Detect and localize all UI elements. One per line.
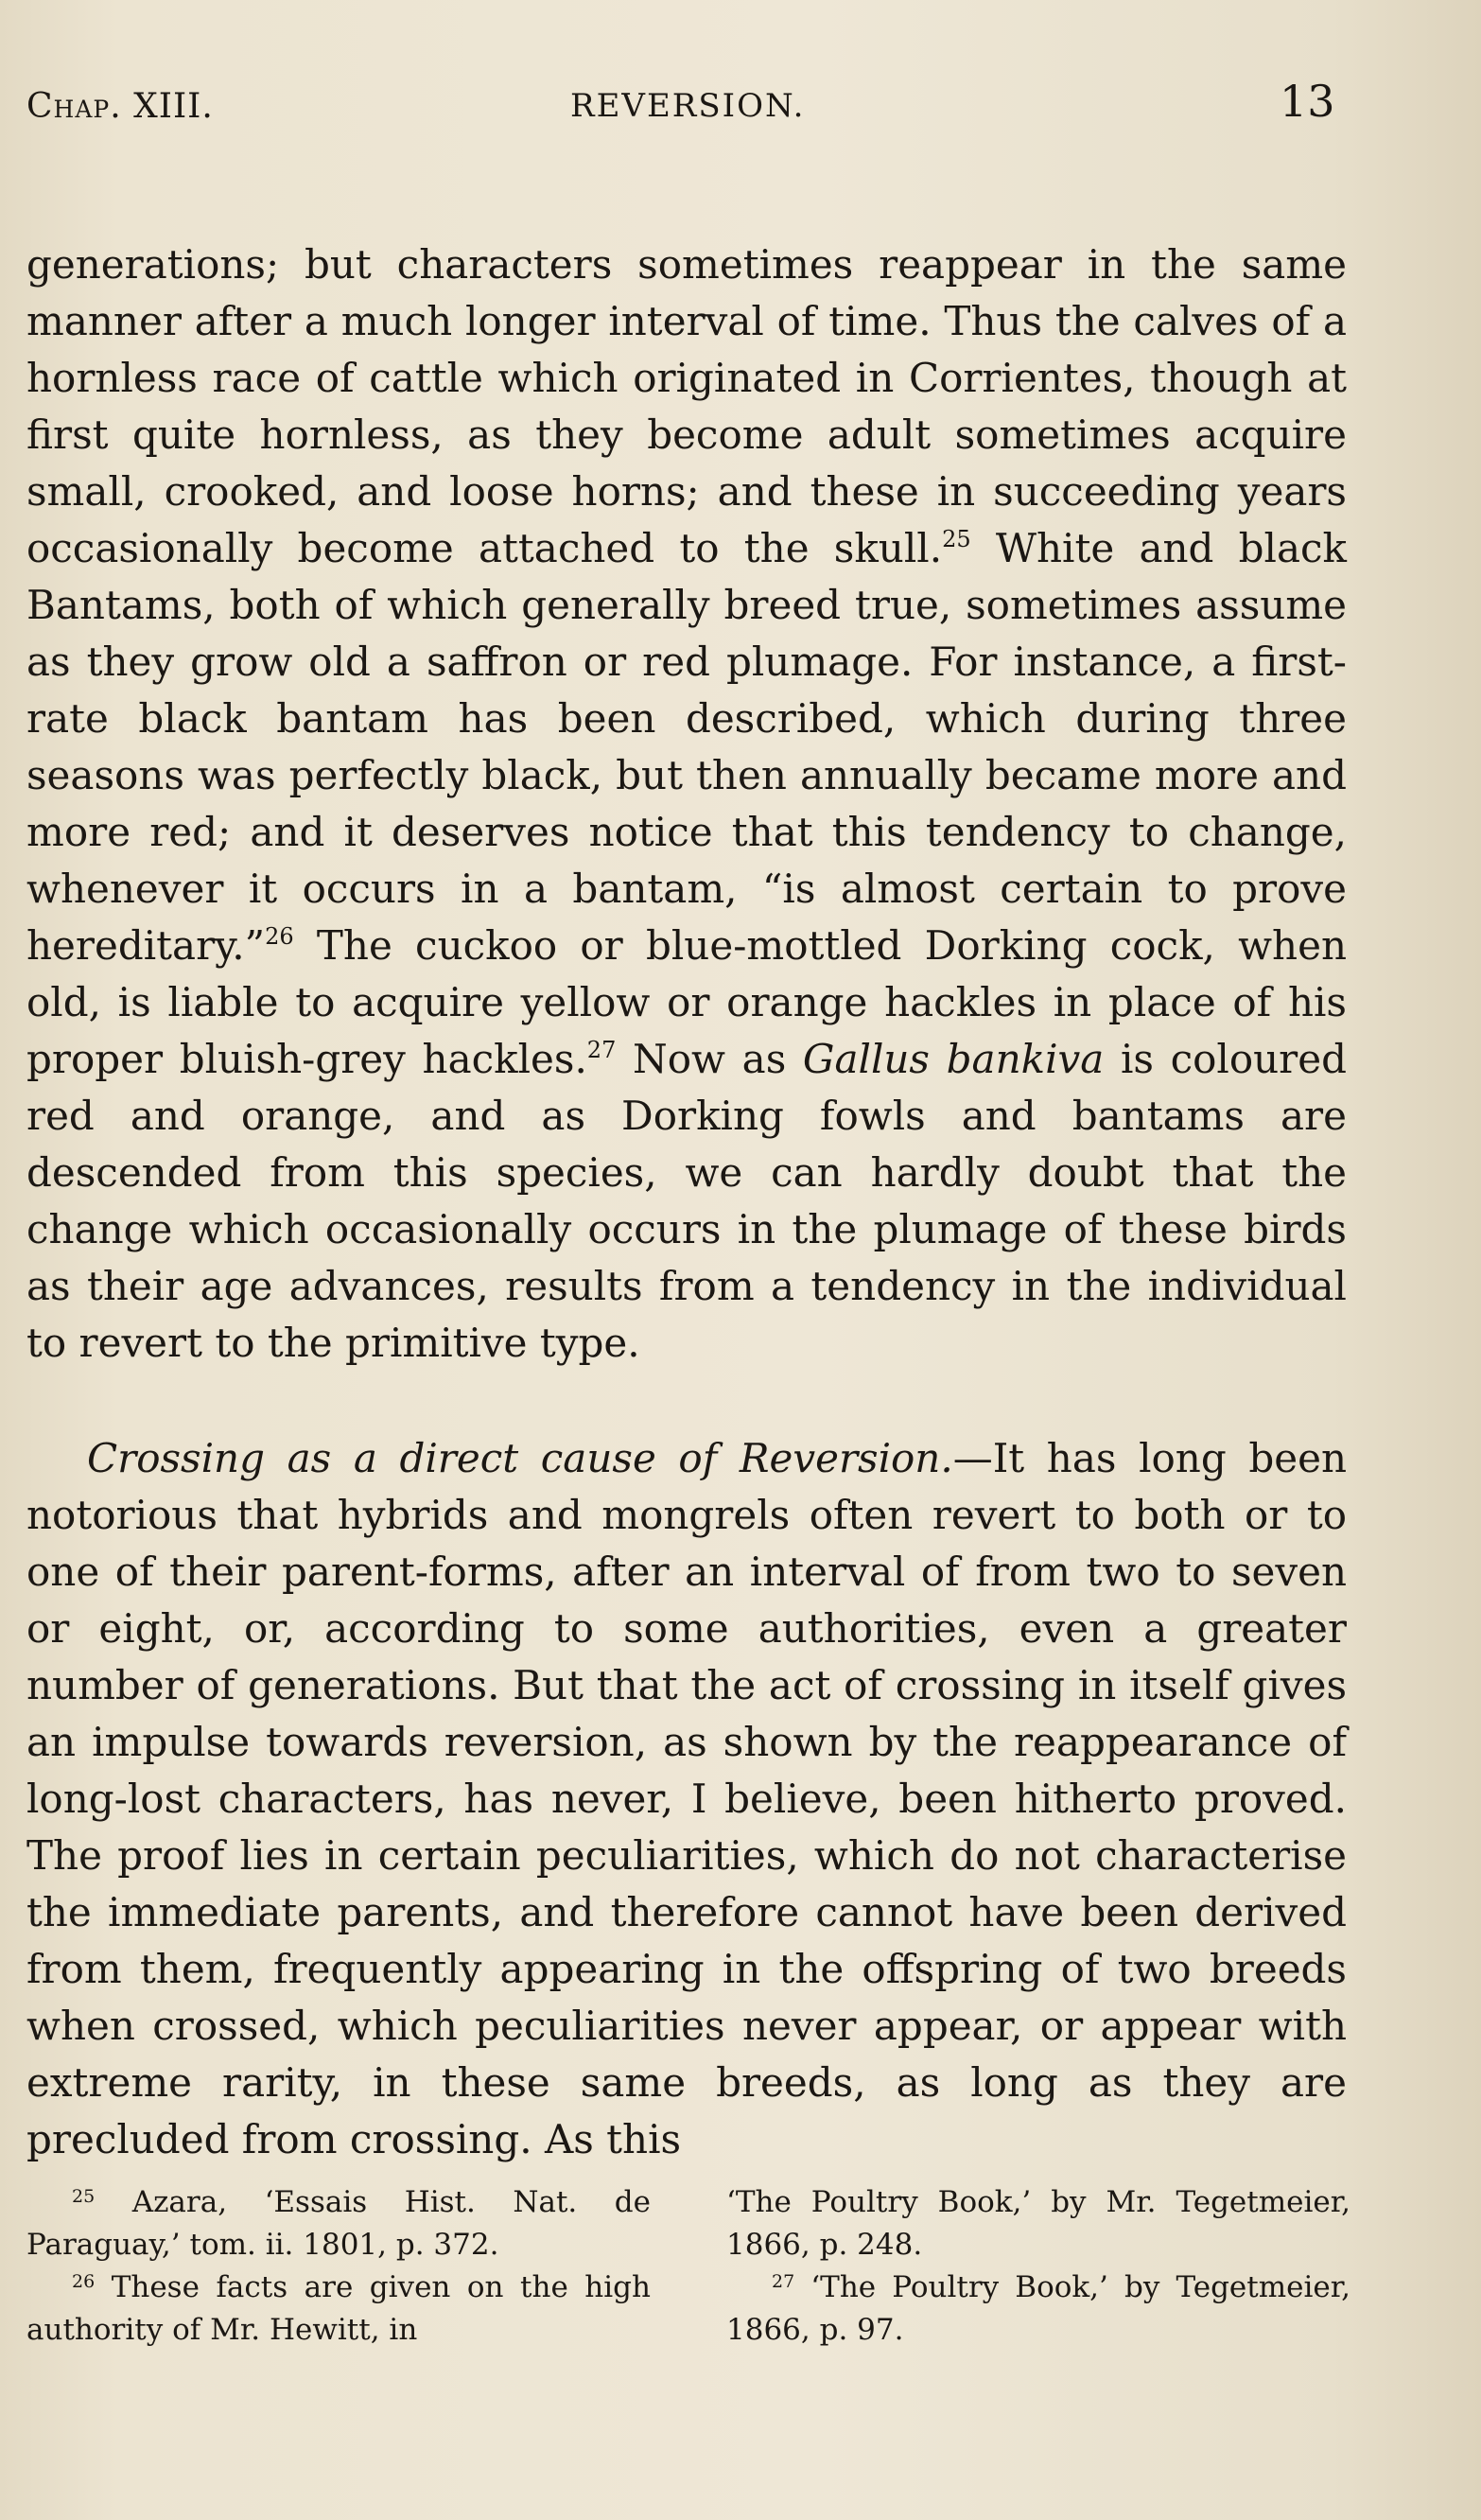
- footnote-27-mark: 27: [772, 2271, 795, 2292]
- footnote-25: [26, 2181, 651, 2266]
- footnote-ref-26: 26: [265, 923, 294, 950]
- footnotes: [26, 2181, 1350, 2352]
- footnote-27-text: ‘The Poultry Book,’ by Tegetmeier, 1866, p. 97.: [726, 2270, 1350, 2347]
- body-text: [26, 236, 1347, 2168]
- footnote-26-continued: ‘The Poultry Book,’ by Mr. Tegetmeier, 1866, p. 248.: [726, 2185, 1350, 2262]
- paragraph-2: [26, 1430, 1347, 2168]
- footnotes-left-column: [26, 2181, 651, 2352]
- footnote-ref-27: 27: [586, 1037, 617, 1063]
- paragraph-2-text: —It has long been notorious that hybrids and mongrels often revert to both or to one of their parent-forms, after an interval of from two to seven or eight, or, according to some authorities, even a greater number of generations. But that the act of crossing in itself gives an impulse towards reversion, as shown by the reappearance of long-lost characters, has never, I believe, been hitherto proved. The proof lies in certain peculiarities, which do not characterise the immediate parents, and therefore cannot have been derived from them, frequently appearing in the offspring of two breeds when crossed, which peculiarities never appear, or appear with extreme rarity, in these same breeds, as long as they are precluded from crossing. As this: [26, 1435, 1348, 2162]
- footnote-ref-25: 25: [942, 526, 971, 552]
- footnote-25-text: Azara, ‘Essais Hist. Nat. de Paraguay,’ tom. ii. 1801, p. 372.: [26, 2185, 651, 2262]
- paragraph-1-part-2: White and black Bantams, both of which generally breed true, sometimes assume as they grow old a saffron or red plumage. For instance, a first-rate black bantam has been described, which during three seasons was perfectly black, but then annually became more and more red; and it deserves notice that this tendency to change, whenever it occurs in a bantam, “is almost certain to prove hereditary.”: [26, 525, 1347, 969]
- chapter-label: Chap. XIII.: [26, 87, 214, 126]
- footnote-26: [26, 2266, 651, 2352]
- footnote-26-text: These facts are given on the high authority of Mr. Hewitt, in: [26, 2270, 651, 2347]
- paragraph-1-part-1: generations; but characters sometimes reappear in the same manner after a much longer interval of time. Thus the calves of a hornless race of cattle which originated in Corrientes, though at first quite hornless, as they become adult sometimes acquire small, crooked, and loose horns; and these in succeeding years occasionally become attached to the skull.: [26, 241, 1347, 571]
- paragraph-1: [26, 236, 1347, 1372]
- footnote-27: [726, 2266, 1350, 2352]
- paragraph-1-part-4a: Now as: [616, 1036, 803, 1082]
- running-header: [26, 68, 1350, 134]
- footnotes-right-column: [726, 2181, 1350, 2352]
- footnote-25-mark: 25: [72, 2186, 96, 2207]
- section-heading: Crossing as a direct cause of Reversion.: [87, 1435, 953, 1481]
- paragraph-1-part-3: The cuckoo or blue-mottled Dorking cock, when old, is liable to acquire yellow or orange hackles in place of his proper bluish-grey hackles.: [26, 922, 1347, 1082]
- page-number: 13: [1280, 76, 1335, 127]
- species-name: Gallus bankiva: [802, 1036, 1105, 1082]
- paragraph-1-part-4b: is coloured red and orange, and as Dorking fowls and bantams are descended from this species, we can hardly doubt that the change which occasionally occurs in the plumage of these birds as their age advances, results from a tendency in the individual to revert to the primitive type.: [26, 1036, 1347, 1366]
- footnote-26-mark: 26: [72, 2271, 96, 2292]
- running-title: REVERSION.: [570, 87, 806, 125]
